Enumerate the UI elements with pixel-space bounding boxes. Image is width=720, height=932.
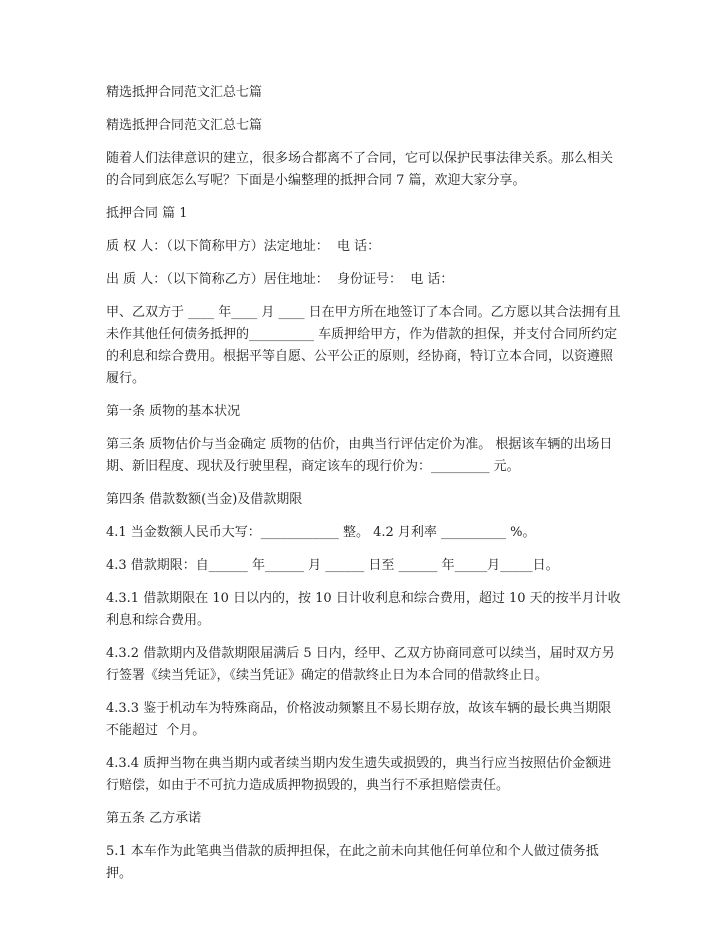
intro-paragraph: 随着人们法律意识的建立，很多场合都离不了合同，它可以保护民事法律关系。那么相关的合同到底怎么写呢？下面是小编整理的抵押合同 7 篇，欢迎大家分享。 (106, 151, 614, 188)
clause-paragraph: 4.3.3 鉴于机动车为特殊商品，价格波动频繁且不易长期存放，故该车辆的最长典当期限不能超过 个月。 (106, 701, 612, 738)
article-heading: 第五条 乙方承诺 (106, 811, 202, 826)
article-paragraph: 第三条 质物估价与当金确定 质物的估价，由典当行评估定价为准。 根据该车辆的出场日期、新旧程度、现状及行驶里程，商定该车的现行价为：_________ 元。 (106, 437, 613, 474)
article-heading: 第四条 借款数额(当金)及借款期限 (106, 492, 303, 507)
article-heading: 第一条 质物的基本状况 (106, 404, 241, 419)
agreement-paragraph: 甲、乙双方于 ____ 年____ 月 ____ 日在甲方所在地签订了本合同。乙方愿以其合法拥有且未作其他任何债务抵押的__________ 车质押给甲方，作为借款的担保，并支付合同所约定的利息和综合费用。根据平等自愿、公平公正的原则，经协商，特订立本合同，以资遵照履行。 (106, 305, 621, 386)
pledgee-line: 质 权 人：（以下简称甲方）法定地址： 电 话： (106, 239, 381, 254)
clause-paragraph: 4.3.1 借款期限在 10 日以内的，按 10 日计收利息和综合费用，超过 10 天的按半月计收利息和综合费用。 (106, 591, 621, 628)
clause-paragraph: 5.1 本车作为此笔典当借款的质押担保，在此之前未向其他任何单位和个人做过债务抵押。 (106, 844, 599, 881)
document-body (106, 82, 621, 885)
section-heading: 抵押合同 篇 1 (106, 206, 188, 221)
document-subtitle: 精选抵押合同范文汇总七篇 (106, 118, 263, 133)
document-title: 精选抵押合同范文汇总七篇 (106, 85, 263, 100)
clause-paragraph: 4.3.2 借款期内及借款期限届满后 5 日内，经甲、乙双方协商同意可以续当，届时双方另行签署《续当凭证》，《续当凭证》确定的借款终止日为本合同的借款终止日。 (106, 646, 615, 683)
clause-paragraph: 4.3 借款期限：自______ 年______ 月 ______ 日至 ______ 年_____月_____日。 (106, 558, 559, 573)
pledgor-line: 出 质 人：（以下简称乙方）居住地址： 身份证号： 电 话： (106, 272, 454, 287)
clause-paragraph: 4.3.4 质押当物在典当期内或者续当期内发生遗失或损毁的，典当行应当按照估价金额进行赔偿，如由于不可抗力造成质押物损毁的，典当行不承担赔偿责任。 (106, 756, 612, 793)
clause-paragraph: 4.1 当金数额人民币大写：____________ 整。 4.2 月利率 __________ %。 (106, 525, 536, 540)
